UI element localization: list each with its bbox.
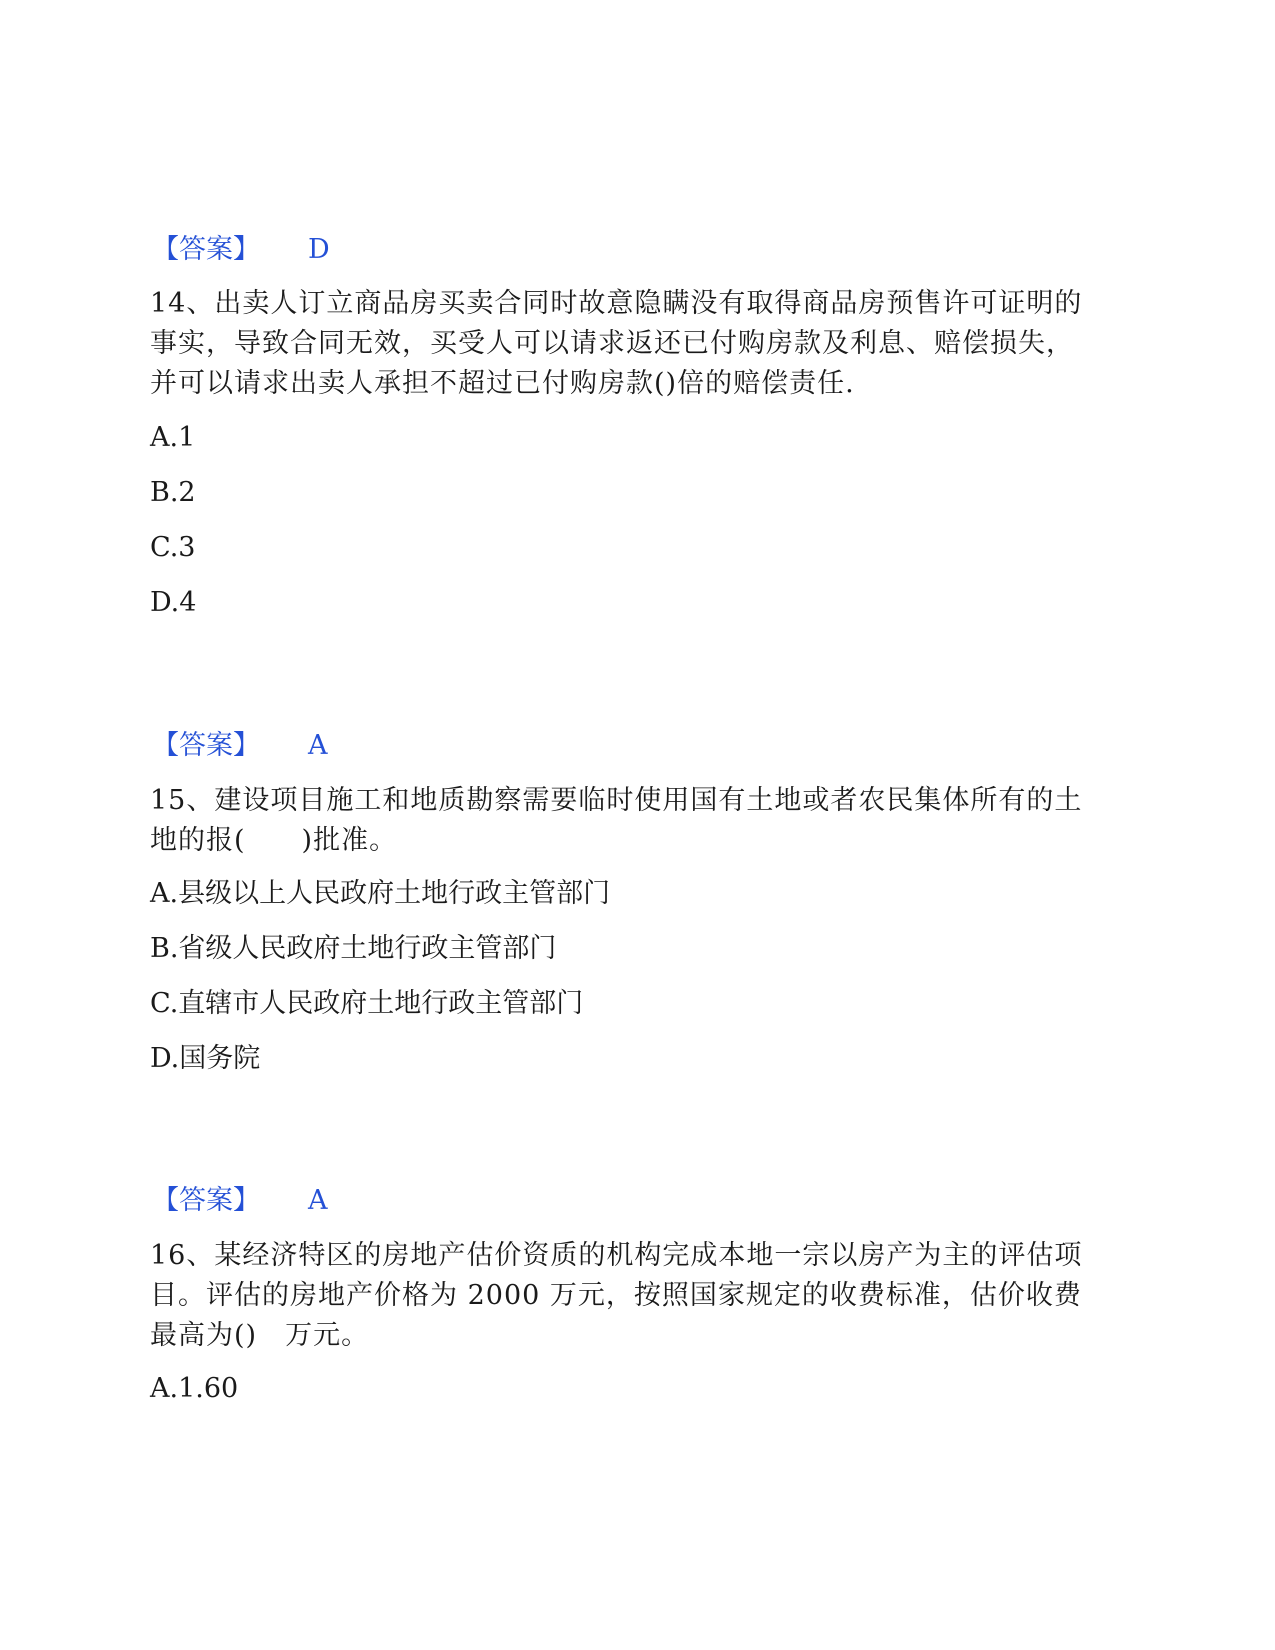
option-a: A.1 [150,422,196,453]
answer-line [152,729,328,763]
option-a: A.县级以上人民政府土地行政主管部门 [150,878,611,909]
question-line: 14、出卖人订立商品房买卖合同时故意隐瞒没有取得商品房预售许可证明的 [150,288,1083,319]
answer-label: 【答案】 [152,1185,260,1216]
answer-label: 【答案】 [152,234,260,265]
option-b: B.2 [150,477,196,508]
answer-label: 【答案】 [152,730,260,761]
option-d: D.4 [150,587,197,618]
answer-line [152,233,330,267]
question-14 [150,284,1100,404]
option-c: C.直辖市人民政府土地行政主管部门 [150,988,584,1019]
question-line: 最高为() 万元。 [150,1320,370,1351]
question-line: 事实，导致合同无效，买受人可以请求返还已付购房款及利息、赔偿损失， [150,328,1074,359]
option-a: A.1.60 [150,1373,239,1404]
question-line: 目。评估的房地产价格为 2000 万元，按照国家规定的收费标准，估价收费 [150,1280,1082,1311]
option-c: C.3 [150,532,196,563]
option-d: D.国务院 [150,1043,261,1074]
question-16 [150,1236,1100,1356]
answer-value: A [308,1185,328,1216]
question-line: 并可以请求出卖人承担不超过已付购房款()倍的赔偿责任. [150,368,855,399]
answer-value: D [308,234,330,265]
question-line: 地的报( )批准。 [150,825,398,856]
answer-value: A [308,730,328,761]
question-line: 16、某经济特区的房地产估价资质的机构完成本地一宗以房产为主的评估项 [150,1240,1083,1271]
question-line: 15、建设项目施工和地质勘察需要临时使用国有土地或者农民集体所有的土 [150,785,1083,816]
answer-line [152,1184,328,1218]
option-b: B.省级人民政府土地行政主管部门 [150,933,557,964]
question-15 [150,781,1100,861]
